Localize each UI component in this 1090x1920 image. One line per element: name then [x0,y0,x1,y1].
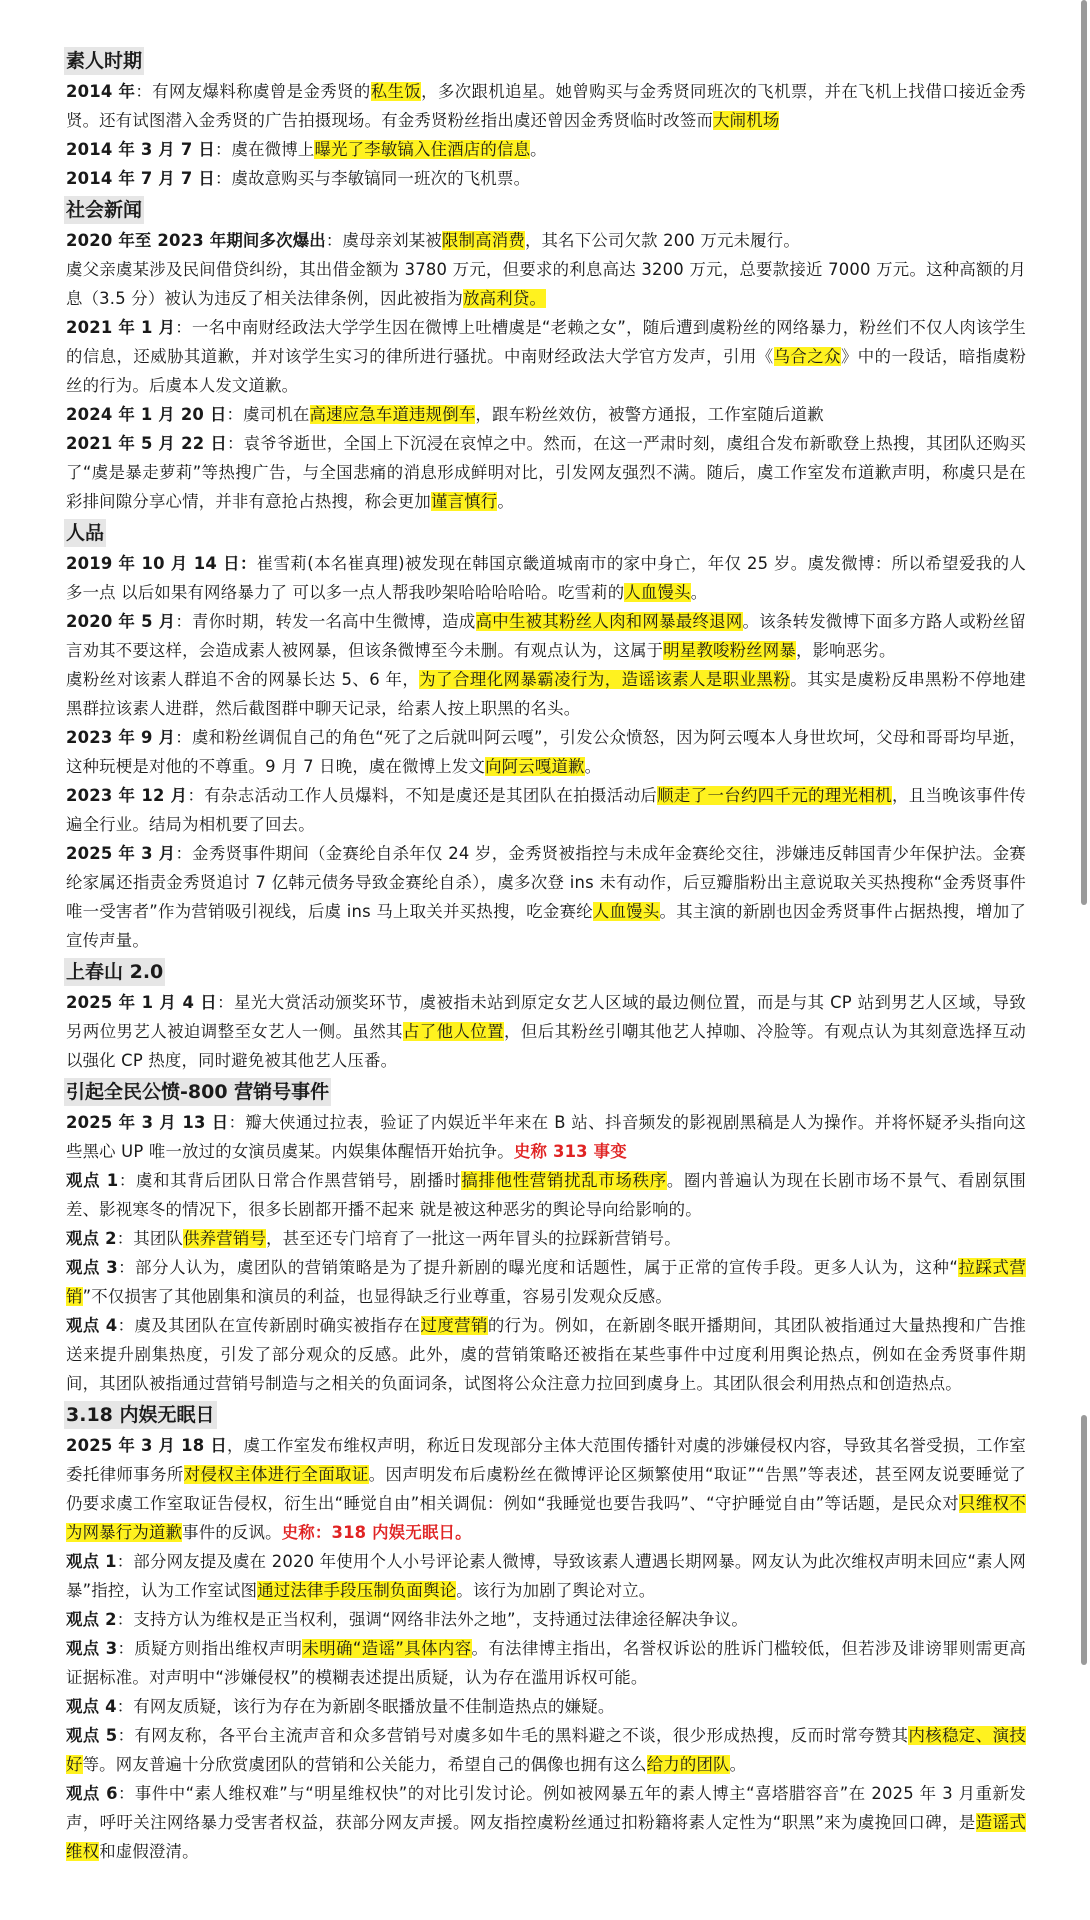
red-emphasis-text: 史称：318 内娱无眠日。 [281,1523,472,1542]
text-run: 虞粉丝对该素人群追不舍的网暴长达 5、6 年， [66,670,420,689]
bold-label: 2021 年 1 月 [66,318,176,337]
text-run: ：有网友称，各平台主流声音和众多营销号对虞多如牛毛的黑料避之不谈，很少形成热搜，反而时常夸赞其 [117,1726,909,1745]
text-run: ：支持方认为维权是正当权利，强调“网络非法外之地”，支持通过法律途径解决争议。 [116,1610,748,1629]
bold-label: 2020 年至 2023 年期间多次爆出 [66,231,326,250]
bold-label: 观点 4 [66,1316,118,1335]
paragraph [66,1605,1026,1634]
text-run: ：部分网友提及虞在 2020 年使用个人小号评论素人微博，导致该素人遭遇长期网暴。网友认为此次维权声明未回应“素人网暴”指控，认为工作室试图 [66,1552,1026,1600]
text-run: ：部分人认为，虞团队的营销策略是为了提升新剧的曝光度和话题性，属于正常的宣传手段。更多人认为，这种“ [117,1258,959,1277]
paragraph [66,1311,1026,1398]
text-run: ：金秀贤事件期间（金赛纶自杀年仅 24 岁，金秀贤被指控与未成年金赛纶交往，涉嫌违反韩国青少年保护法。金赛纶家属还指责金秀贤追讨 7 亿韩元债务导致金赛纶自杀），虞多次登 ins 未有动作，后豆瓣脂粉出主意说取关买热搜称“金秀贤事件唯一受害者”作为营销吸引视线，后虞 ins 马上取关并买热搜，吃金赛纶 [66,844,1026,921]
article-body [66,44,1026,1866]
text-run: ，但后其粉丝引嘲其他艺人掉咖、冷脸等。有观点认为其刻意选择互动以强化 CP 热度，同时避免被其他艺人压番。 [66,1022,1027,1070]
paragraph [66,226,1026,255]
red-emphasis-text: 史称 313 事变 [513,1142,627,1161]
section-heading: 引起全民公愤-800 营销号事件 [64,1078,331,1106]
bold-label: 2023 年 9 月 [66,728,176,747]
bold-label: 2023 年 12 月 [66,786,188,805]
highlighted-text: 过度营销 [420,1316,488,1335]
text-run: 。圈内普遍认为现在长剧市场不景气、看剧氛围差、影视寒冬的情况下，很多长剧都开播不起来 就是被这种恶劣的舆论导向给影响的。 [66,1171,1027,1219]
highlighted-text: 顺走了一台约四千元的理光相机 [657,786,892,805]
text-run: ，虞工作室发布维权声明，称近日发现部分主体大范围传播针对虞的涉嫌侵权内容，导致其名誉受损，工作室委托律师事务所 [66,1436,1026,1484]
section-heading: 3.18 内娱无眠日 [64,1401,217,1429]
text-run: 。该条转发微博下面多方路人或粉丝留言劝其不要这样，会造成素人被网暴，但该条微博至今未删。有观点认为，这属于 [66,612,1026,660]
highlighted-text: 人血馒头 [624,583,691,602]
text-run: 。 [729,1755,747,1774]
highlighted-text: 内核稳定、演技好 [66,1726,1026,1774]
highlighted-text: 给力的团队 [646,1755,730,1774]
text-run: ：质疑方则指出维权声明 [117,1639,303,1658]
highlighted-text: 高中生被其粉丝人肉和网暴最终退网 [475,612,743,631]
highlighted-text: 占了他人位置 [402,1022,505,1041]
paragraph [66,164,1026,193]
highlighted-text: 为了合理化网暴霸凌行为，造谣该素人是职业黑粉 [419,670,791,689]
text-run: ，影响恶劣。 [796,641,896,660]
text-run: ：有杂志活动工作人员爆料，不知是虞还是其团队在拍摄活动后 [187,786,658,805]
paragraph [66,1166,1026,1224]
bold-label: 观点 1 [66,1552,117,1571]
text-run: ，甚至还专门培育了一批这一两年冒头的拉踩新营销号。 [266,1229,681,1248]
paragraph [66,1721,1026,1779]
highlighted-text: 放高利贷。 [463,289,547,308]
paragraph [66,255,1026,313]
section-heading: 上春山 2.0 [64,958,165,986]
text-run: 。其实是虞粉反串黑粉不停地建黑群拉该素人进群，然后截图群中聊天记录，给素人按上职黑的名头。 [66,670,1026,718]
bold-label: 2025 年 1 月 4 日 [66,993,218,1012]
paragraph [66,1224,1026,1253]
paragraph [66,988,1026,1075]
paragraph [66,313,1026,400]
text-run: ，其名下公司欠款 200 万元未履行。 [524,231,800,250]
text-run: ：事件中“素人维权难”与“明星维权快”的对比引发讨论。例如被网暴五年的素人博主“喜塔腊容音”在 2025 年 3 月重新发声，呼吁关注网络暴力受害者权益，获部分网友声援。网友指控虞粉丝通过扣粉籍将素人定性为“职黑”来为虞挽回口碑，是 [66,1784,1026,1832]
bold-label: 2021 年 5 月 22 日 [66,434,227,453]
text-run: ：有网友质疑，该行为存在为新剧冬眠播放量不佳制造热点的嫌疑。 [116,1697,615,1716]
text-run: ：虞故意购买与李敏镐同一班次的飞机票。 [214,169,531,188]
text-run: ：袁爷爷逝世，全国上下沉浸在哀悼之中。然而，在这一严肃时刻，虞组合发布新歌登上热搜，其团队还购买了“虞是暴走萝莉”等热搜广告，与全国悲痛的消息形成鲜明对比，引发网友强烈不满。随后，虞工作室发布道歉声明，称虞只是在彩排间隙分享心情，并非有意抢占热搜，称会更加 [66,434,1026,511]
highlighted-text: 人血馒头 [592,902,660,921]
bold-label: 2025 年 3 月 18 日 [66,1436,227,1455]
text-run: 。 [530,140,547,159]
text-run: ：青你时期，转发一名高中生微博，造成 [175,612,476,631]
scrollbar[interactable] [1080,0,1088,1920]
text-run: ：虞和其背后团队日常合作黑营销号，剧播时 [118,1171,462,1190]
scrollbar-thumb-bottom[interactable] [1081,1415,1087,1665]
scrollbar-thumb-top[interactable] [1081,0,1087,905]
bold-label: 2025 年 3 月 [66,844,176,863]
text-run: ：其团队 [116,1229,184,1248]
text-run: 。该行为加剧了舆论对立。 [456,1581,656,1600]
highlighted-text: 对侵权主体进行全面取证 [183,1465,369,1484]
highlighted-text: 高速应急车道违规倒车 [309,405,476,424]
text-run: ：虞和粉丝调侃自己的角色“死了之后就叫阿云嘎”，引发公众愤怒，因为阿云嘎本人身世坎坷，父母和哥哥均早逝，这种玩梗是对他的不尊重。9 月 7 日晚，虞在微博上发文 [66,728,1026,776]
highlighted-text: 大闹机场 [713,111,780,130]
paragraph [66,400,1026,429]
text-run: ，多次跟机追星。她曾购买与金秀贤同班次的飞机票，并在飞机上找借口接近金秀贤。还有试图潜入金秀贤的广告拍摄现场。有金秀贤粉丝指出虞还曾因金秀贤临时改签而 [66,82,1027,130]
bold-label: 2014 年 [66,82,136,101]
highlighted-text: 拉踩式营销 [66,1258,1026,1306]
text-run: 。其主演的新剧也因金秀贤事件占据热搜，增加了宣传声量。 [66,902,1026,950]
text-run: 。 [497,492,514,511]
text-run: 。 [584,757,602,776]
bold-label: 观点 4 [66,1697,117,1716]
paragraph [66,1634,1026,1692]
paragraph [66,1253,1026,1311]
text-run: 和虚假澄清。 [99,1842,199,1861]
text-run: ：虞及其团队在宣传新剧时确实被指存在 [117,1316,421,1335]
highlighted-text: 未明确“造谣”具体内容 [302,1639,472,1658]
text-run: ：虞在微博上 [214,140,315,159]
bold-label: 观点 5 [66,1726,118,1745]
text-run: 崔雪莉(本名崔真理)被发现在韩国京畿道城南市的家中身亡，年仅 25 岁。虞发微博：所以希望爱我的人多一点 以后如果有网络暴力了 可以多一点人帮我吵架哈哈哈哈哈。吃雪莉的 [66,554,1026,602]
bold-label: 2024 年 1 月 20 日 [66,405,227,424]
paragraph [66,781,1026,839]
bold-label: 观点 2 [66,1610,117,1629]
highlighted-text: 通过法律手段压制负面舆论 [257,1581,457,1600]
text-run: ：一名中南财经政法大学学生因在微博上吐槽虞是“老赖之女”，随后遭到虞粉丝的网络暴力，粉丝们不仅人肉该学生的信息，还威胁其道歉，并对该学生实习的律所进行骚扰。中南财经政法大学官方发声，引用《 [66,318,1026,366]
text-run: 》中的一段话，暗指虞粉丝的行为。后虞本人发文道歉。 [66,347,1026,395]
highlighted-text: 只维权不为网暴行为道歉 [66,1494,1026,1542]
highlighted-text: 搞排他性营销扰乱市场秩序 [461,1171,667,1190]
bold-label: 观点 3 [66,1639,118,1658]
paragraph [66,839,1026,955]
text-run: 等。网友普遍十分欣赏虞团队的营销和公关能力，希望自己的偶像也拥有这么 [82,1755,647,1774]
highlighted-text: 曝光了李敏镐入住酒店的信息 [314,140,531,159]
section-heading: 人品 [64,519,106,547]
paragraph [66,1108,1026,1166]
text-run: 事件的反讽。 [182,1523,282,1542]
paragraph [66,1431,1026,1547]
text-run: ：有网友爆料称虞曾是金秀贤的 [135,82,371,101]
text-run: 的行为。例如，在新剧冬眠开播期间，其团队被指通过大量热搜和广告推送来提升剧集热度，引发了部分观众的反感。此外，虞的营销策略还被指在某些事件中过度利用舆论热点，例如在金秀贤事件期间，其团队被指通过营销号制造与之相关的负面词条，试图将公众注意力拉回到虞身上。其团队很会利用热点和创造热点。 [66,1316,1026,1393]
paragraph [66,607,1026,665]
bold-label: 观点 6 [66,1784,118,1803]
section-heading: 素人时期 [64,47,144,75]
highlighted-text: 明星教唆粉丝网暴 [663,641,796,660]
text-run: 。有法律博主指出，名誉权诉讼的胜诉门槛较低，但若涉及诽谤罪则需更高证据标准。对声明中“涉嫌侵权”的模糊表述提出质疑，认为存在滥用诉权可能。 [66,1639,1026,1687]
text-run: 虞父亲虞某涉及民间借贷纠纷，其出借金额为 3780 万元，但要求的利息高达 3200 万元，总要款接近 7000 万元。这种高额的月息（3.5 分）被认为违反了相关法律条例，因此被指为 [66,260,1026,308]
bold-label: 2014 年 3 月 7 日 [66,140,215,159]
highlighted-text: 乌合之众 [773,347,841,366]
section-heading: 社会新闻 [64,196,144,224]
highlighted-text: 供养营销号 [183,1229,267,1248]
highlighted-text: 谨言慎行 [431,492,498,511]
text-run: ：瓣大侠通过拉表，验证了内娱近半年来在 B 站、抖音频发的影视剧黑稿是人为操作。并将怀疑矛头指向这些黑心 UP 唯一放过的女演员虞某。内娱集体醒悟开始抗争。 [66,1113,1026,1161]
bold-label: 2014 年 7 月 7 日 [66,169,215,188]
bold-label: 2019 年 10 月 14 日： [66,554,257,573]
bold-label: 2025 年 3 月 13 日 [66,1113,229,1132]
paragraph [66,1779,1026,1866]
highlighted-text: 私生饭 [370,82,422,101]
paragraph [66,549,1026,607]
bold-label: 观点 2 [66,1229,117,1248]
paragraph [66,135,1026,164]
highlighted-text: 造谣式维权 [66,1813,1026,1861]
paragraph [66,723,1026,781]
bold-label: 2020 年 5 月 [66,612,176,631]
text-run: 。因声明发布后虞粉丝在微博评论区频繁使用“取证”“告黑”等表述，甚至网友说要睡觉了仍要求虞工作室取证告侵权，衍生出“睡觉自由”相关调侃：例如“我睡觉也要告我吗”、“守护睡觉自由”等话题，是民众对 [66,1465,1027,1513]
highlighted-text: 限制高消费 [442,231,525,250]
paragraph [66,77,1026,135]
paragraph [66,1547,1026,1605]
paragraph [66,1692,1026,1721]
highlighted-text: 向阿云嘎道歉 [485,757,585,776]
text-run: ，且当晚该事件传遍全行业。结局为相机要了回去。 [66,786,1026,834]
text-run: ”不仅损害了其他剧集和演员的利益，也显得缺乏行业尊重，容易引发观众反感。 [82,1287,672,1306]
text-run: ：虞母亲刘某被 [325,231,443,250]
bold-label: 观点 3 [66,1258,118,1277]
paragraph [66,429,1026,516]
text-run: ：虞司机在 [226,405,310,424]
text-run: 。 [690,583,708,602]
text-run: ，跟车粉丝效仿，被警方通报，工作室随后道歉 [475,405,824,424]
text-run: ：星光大赏活动颁奖环节，虞被指未站到原定女艺人区域的最边侧位置，而是与其 CP 站到男艺人区域，导致另两位男艺人被迫调整至女艺人一侧。虽然其 [66,993,1026,1041]
paragraph [66,665,1026,723]
bold-label: 观点 1 [66,1171,119,1190]
